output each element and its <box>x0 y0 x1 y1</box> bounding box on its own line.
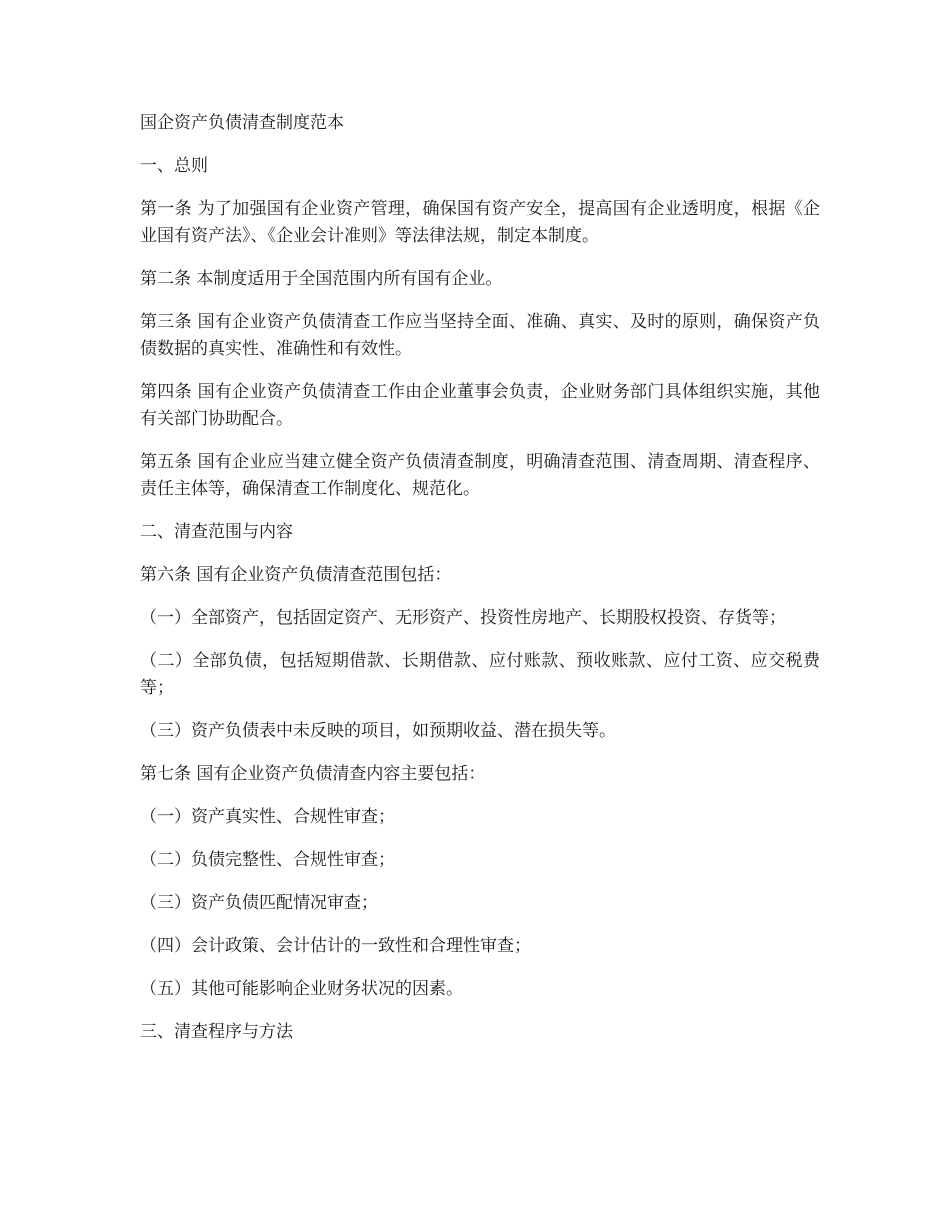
article-6-item-2: （二）全部负债，包括短期借款、长期借款、应付账款、预收账款、应付工资、应交税费等； <box>140 651 820 698</box>
article-1: 第一条 为了加强国有企业资产管理，确保国有资产安全，提高国有企业透明度，根据《企业国有资产法》、《企业会计准则》等法律法规，制定本制度。 <box>140 199 820 246</box>
section-heading-scope: 二、清查范围与内容 <box>140 522 293 542</box>
document-body <box>140 110 820 1062</box>
article-7-item-5: （五）其他可能影响企业财务状况的因素。 <box>140 979 463 999</box>
article-6: 第六条 国有企业资产负债清查范围包括： <box>140 565 452 585</box>
article-6-item-3: （三）资产负债表中未反映的项目，如预期收益、潜在损失等。 <box>140 721 616 741</box>
article-2: 第二条 本制度适用于全国范围内所有国有企业。 <box>140 269 503 289</box>
section-heading-general: 一、总则 <box>140 156 208 176</box>
article-7-item-1: （一）资产真实性、合规性审查； <box>140 807 395 827</box>
article-7: 第七条 国有企业资产负债清查内容主要包括： <box>140 764 486 784</box>
article-7-item-4: （四）会计政策、会计估计的一致性和合理性审查； <box>140 936 531 956</box>
article-7-item-3: （三）资产负债匹配情况审查； <box>140 893 378 913</box>
document-title: 国企资产负债清查制度范本 <box>140 113 344 133</box>
article-4: 第四条 国有企业资产负债清查工作由企业董事会负责，企业财务部门具体组织实施，其他有关部门协助配合。 <box>140 382 820 429</box>
article-6-item-1: （一）全部资产，包括固定资产、无形资产、投资性房地产、长期股权投资、存货等； <box>140 608 786 628</box>
article-5: 第五条 国有企业应当建立健全资产负债清查制度，明确清查范围、清查周期、清查程序、责任主体等，确保清查工作制度化、规范化。 <box>140 452 820 499</box>
article-7-item-2: （二）负债完整性、合规性审查； <box>140 850 395 870</box>
section-heading-procedure: 三、清查程序与方法 <box>140 1022 293 1042</box>
article-3: 第三条 国有企业资产负债清查工作应当坚持全面、准确、真实、及时的原则，确保资产负债数据的真实性、准确性和有效性。 <box>140 312 820 359</box>
